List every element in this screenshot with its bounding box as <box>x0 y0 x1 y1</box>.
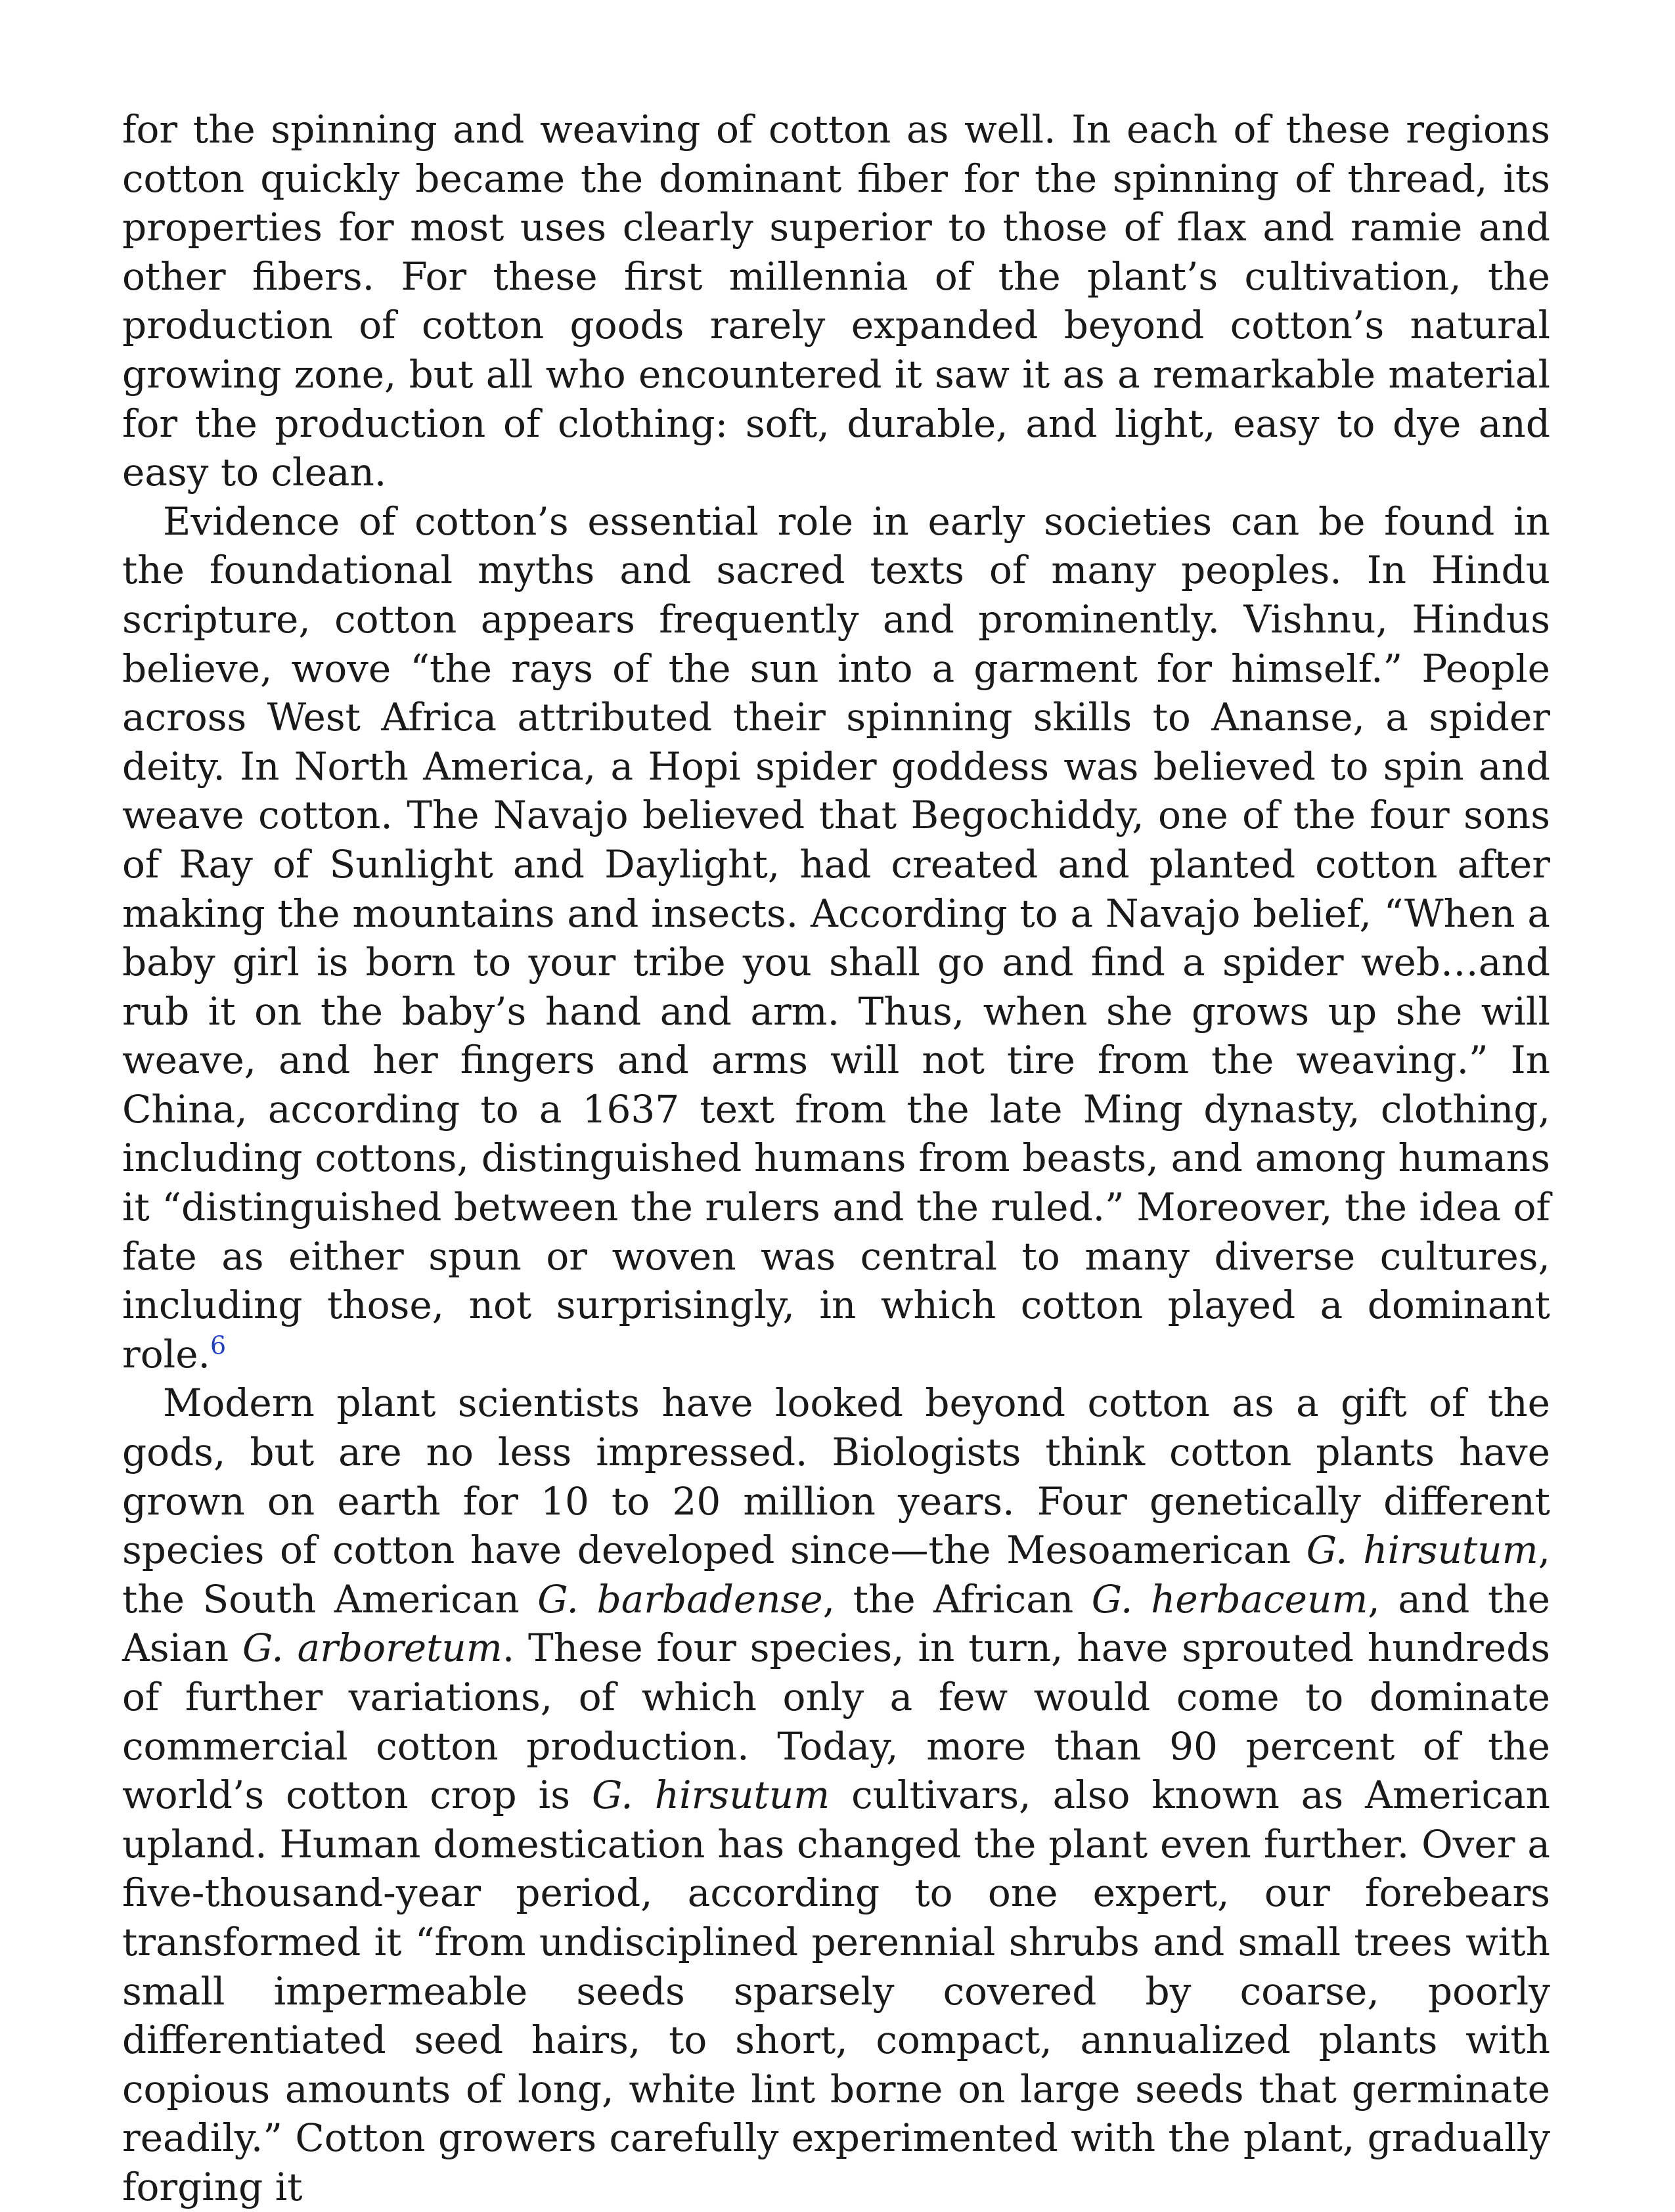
paragraph-3 <box>122 1379 1550 2211</box>
paragraph-text: Modern plant scientists have looked beyond cotton as a gift of the gods, but are no less impressed. Biologists think cotton plants have grown on earth for 10 to 20 million years. Four genetically different species of cotton have developed since—the Mesoamerican <box>122 1381 1550 1573</box>
paragraph-text: , the African <box>822 1576 1092 1622</box>
paragraph-text: . These four species, in turn, have sprouted hundreds of further variations, of which only a few would come to dominate commercial cotton production. Today, more than 90 percent of the world’s cotton crop is <box>122 1626 1550 1818</box>
paragraph-text: cultivars, also known as American upland. Human domestication has changed the plant even further. Over a five-thousand-year period, according to one expert, our forebears transformed it “from undisciplined perennial shrubs and small trees with small impermeable seeds sparsely covered by coarse, poorly differentiated seed hairs, to short, compact, annualized plants with copious amounts of long, white lint borne on large seeds that germinate readily.” Cotton growers carefully experimented with the plant, gradually forging it <box>122 1773 1551 2209</box>
paragraph-text: , and the Asian <box>122 1576 1550 1671</box>
footnote-reference-link[interactable]: 6 <box>210 1331 227 1360</box>
paragraph-text: Evidence of cotton’s essential role in early societies can be found in the foundational myths and sacred texts of many peoples. In Hindu scripture, cotton appears frequently and prominently. Vishnu, Hindus believe, wove “the rays of the sun into a garment for himself.” People across West Africa attributed their spinning skills to Ananse, a spider deity. In North America, a Hopi spider goddess was believed to spin and weave cotton. The Navajo believed that Begochiddy, one of the four sons of Ray of Sunlight and Daylight, had created and planted cotton after making the mountains and insects. According to a Navajo belief, “When a baby girl is born to your tribe you shall go and find a spider web…and rub it on the baby’s hand and arm. Thus, when she grows up she will weave, and her fingers and arms will not tire from the weaving.” In China, according to a 1637 text from the late Ming dynasty, clothing, including cottons, distinguished humans from beasts, and among humans it “distinguished between the rulers and the ruled.” Moreover, the idea of fate as either spun or woven was central to many diverse cultures, including those, not surprisingly, in which cotton played a dominant role. <box>122 498 1550 1377</box>
species-name: G. herbaceum <box>1091 1576 1368 1622</box>
species-name: G. hirsutum <box>1306 1528 1538 1573</box>
paragraph-text: , the South American <box>122 1528 1550 1622</box>
paragraph-1 <box>122 105 1550 497</box>
paragraph-2 <box>122 497 1550 1379</box>
paragraph-text: for the spinning and weaving of cotton as well. In each of these regions cotton quickly became the dominant fiber for the spinning of thread, its properties for most uses clearly superior to those of flax and ramie and other fibers. For these first millennia of the plant’s cultivation, the production of cotton goods rarely expanded beyond cotton’s natural growing zone, but all who encountered it saw it as a remarkable material for the production of clothing: soft, durable, and light, easy to dye and easy to clean. <box>122 107 1550 495</box>
species-name: G. hirsutum <box>591 1773 830 1818</box>
species-name: G. barbadense <box>537 1576 823 1622</box>
page-body <box>122 105 1550 2212</box>
species-name: G. arboretum <box>242 1626 502 1671</box>
